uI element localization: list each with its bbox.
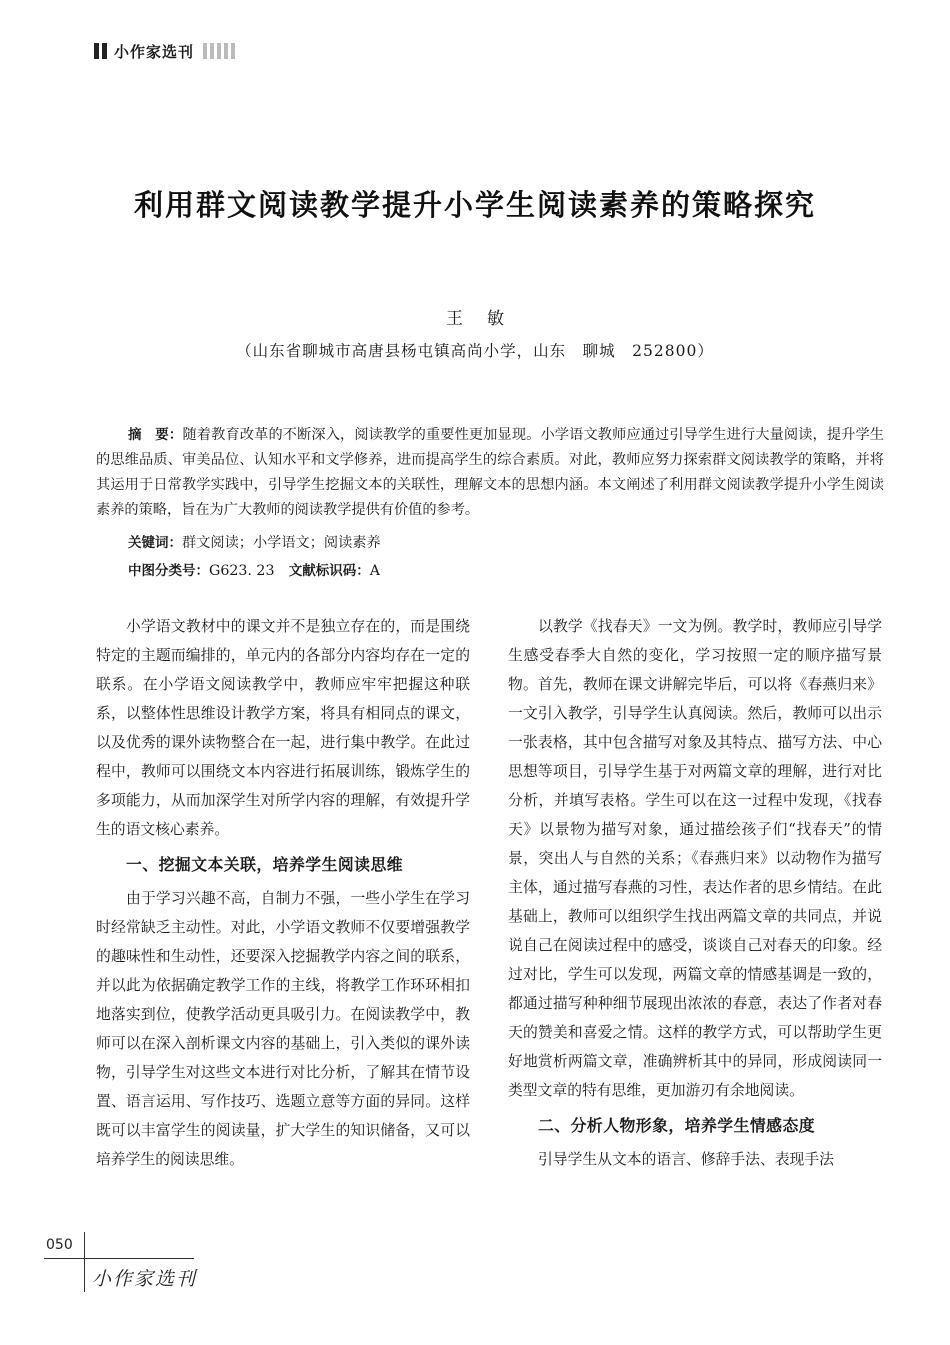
author-name: 王敏 — [446, 309, 528, 329]
keywords-line — [128, 531, 381, 552]
journal-header — [94, 40, 238, 62]
right-column — [508, 612, 882, 1174]
left-column — [96, 612, 470, 1174]
abstract-label: 摘 要： — [128, 427, 183, 443]
header-block-mark — [94, 43, 99, 59]
paragraph: 小学语文教材中的课文并不是独立存在的，而是围绕特定的主题而编排的，单元内的各部分内容均存在一定的联系。在小学语文阅读教学中，教师应牢牢把握这种联系，以整体性思维设计教学方案，将具有相同点的课文，以及优秀的课外读物整合在一起，进行集中教学。在此过程中，教师可以围绕文本内容进行拓展训练，锻炼学生的多项能力，从而加深学生对所学内容的理解，有效提升学生的语文核心素养。 — [96, 618, 470, 838]
doc-code: A — [369, 563, 380, 579]
abstract-text: 随着教育改革的不断深入，阅读教学的重要性更加显现。小学语文教师应通过引导学生进行大量阅读，提升学生的思维品质、审美品位、认知水平和文学修养，进而提高学生的综合素质。对此，教师应努力探索群文阅读教学的策略，并将其运用于日常教学实践中，引导学生挖掘文本的关联性，理解文本的思想内涵。本文阐述了利用群文阅读教学提升小学生阅读素养的策略，旨在为广大教师的阅读教学提供有价值的参考。 — [96, 427, 884, 518]
paragraph: 由于学习兴趣不高，自制力不强，一些小学生在学习时经常缺乏主动性。对此，小学语文教师不仅要增强教学的趣味性和生动性，还要深入挖掘教学内容之间的联系，并以此为依据确定教学工作的主线，将教学工作环环相扣地落实到位，使教学活动更具吸引力。在阅读教学中，教师可以在深入剖析课文内容的基础上，引入类似的课外读物，引导学生对这些文本进行对比分析，了解其在情节设置、语言运用、写作技巧、选题立意等方面的异同。这样既可以丰富学生的阅读量，扩大学生的知识储备，又可以培养学生的阅读思维。 — [96, 890, 470, 1168]
header-stripe-mark — [203, 43, 207, 59]
journal-name: 小作家选刊 — [114, 42, 195, 61]
footer-rule — [44, 1258, 194, 1259]
section-heading-1: 一、挖掘文本关联，培养学生阅读思维 — [126, 855, 404, 874]
keywords-label: 关键词： — [128, 535, 182, 551]
header-stripe-mark — [224, 43, 228, 59]
author-affiliation: （山东省聊城市高唐县杨屯镇高尚小学，山东 聊城 252800） — [236, 342, 714, 360]
keywords-text: 群文阅读；小学语文；阅读素养 — [182, 535, 381, 551]
header-stripe-mark — [231, 43, 235, 59]
article-title: 利用群文阅读教学提升小学生阅读素养的策略探究 — [133, 188, 816, 222]
paragraph: 以教学《找春天》一文为例。教学时，教师应引导学生感受春季大自然的变化，学习按照一定的顺序描写景物。首先，教师在课文讲解完毕后，可以将《春燕归来》一文引入教学，引导学生认真阅读。然后，教师可以出示一张表格，其中包含描写对象及其特点、描写方法、中心思想等项目，引导学生基于对两篇文章的理解，进行对比分析，并填写表格。学生可以在这一过程中发现，《找春天》以景物为描写对象，通过描绘孩子们“找春天”的情景，突出人与自然的关系；《春燕归来》以动物作为描写主体，通过描写春燕的习性，表达作者的思乡情结。在此基础上，教师可以组织学生找出两篇文章的共同点，并说说自己在阅读过程中的感受，谈谈自己对春天的印象。经过对比，学生可以发现，两篇文章的情感基调是一致的，都通过描写种种细节展现出浓浓的春意，表达了作者对春天的赞美和喜爱之情。这样的教学方式，可以帮助学生更好地赏析两篇文章，准确辨析其中的异同，形成阅读同一类型文章的特有思维，更加游刃有余地阅读。 — [508, 618, 882, 1099]
journal-logo: 小作家选刊 — [92, 1268, 198, 1290]
footer-vertical-rule — [84, 1232, 85, 1292]
header-stripe-mark — [210, 43, 214, 59]
doc-label: 文献标识码： — [288, 563, 370, 579]
classification-line — [128, 559, 380, 580]
clc-label: 中图分类号： — [128, 563, 209, 579]
clc-code: G623. 23 — [209, 563, 275, 579]
page-number: 050 — [46, 1237, 73, 1253]
abstract — [96, 423, 884, 523]
header-block-mark — [102, 43, 107, 59]
paragraph: 引导学生从文本的语言、修辞手法、表现手法 — [538, 1151, 834, 1168]
section-heading-2: 二、分析人物形象，培养学生情感态度 — [538, 1116, 816, 1135]
header-stripe-mark — [217, 43, 221, 59]
